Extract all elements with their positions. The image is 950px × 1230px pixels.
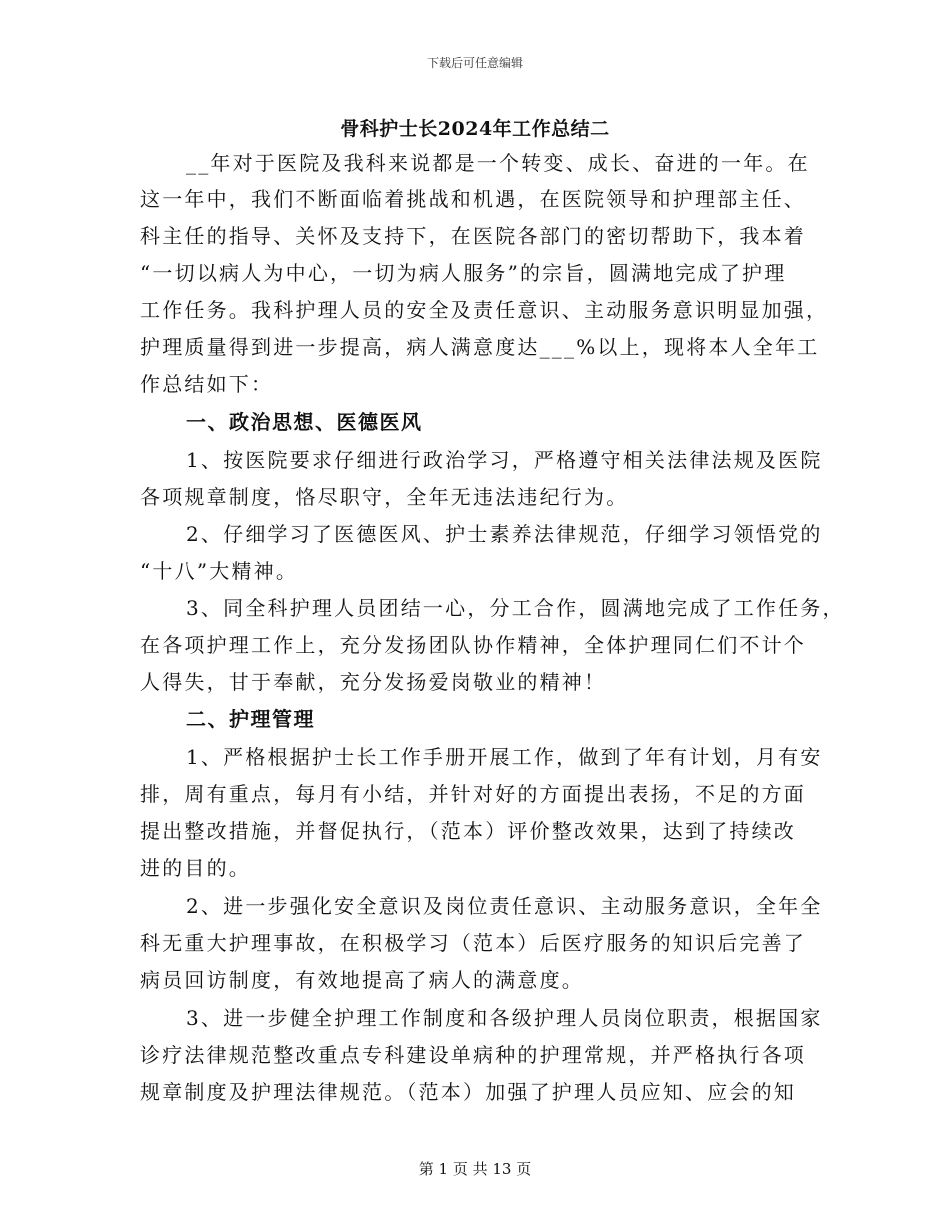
section-heading: 二、护理管理 [186, 707, 315, 731]
paragraph-line: “一切以病人为中心，一切为病人服务”的宗旨，圆满地完成了护理 [140, 261, 787, 285]
document-title: 骨科护士长2024年工作总结二 [340, 118, 610, 140]
paragraph-line: 进的目的。 [140, 856, 251, 880]
paragraph-line: 2、进一步强化安全意识及岗位责任意识、主动服务意识，全年全 [186, 894, 823, 918]
paragraph-line: 3、同全科护理人员团结一心，分工合作，圆满地完成了工作任务， [186, 596, 845, 620]
paragraph-line: 病员回访制度，有效地提高了病人的满意度。 [140, 968, 584, 992]
paragraph-line: 1、按医院要求仔细进行政治学习，严格遵守相关法律法规及医院 [186, 448, 823, 472]
paragraph-line: 这一年中，我们不断面临着挑战和机遇，在医院领导和护理部主任、 [140, 187, 806, 211]
paragraph-line: 排，周有重点，每月有小结，并针对好的方面提出表扬，不足的方面 [140, 782, 806, 806]
paragraph-line: 提出整改措施，并督促执行，（范本）评价整改效果，达到了持续改 [140, 819, 796, 843]
paragraph-line: 科主任的指导、关怀及支持下，在医院各部门的密切帮助下，我本着 [140, 224, 806, 248]
paragraph-line: 护理质量得到进一步提高，病人满意度达___%以上，现将本人全年工 [140, 335, 820, 359]
paragraph-line: 在各项护理工作上，充分发扬团队协作精神，全体护理同仁们不计个 [140, 633, 806, 657]
page-number: 第 1 页 共 13 页 [418, 1160, 532, 1178]
paragraph-line: __年对于医院及我科来说都是一个转变、成长、奋进的一年。在 [186, 151, 810, 175]
paragraph-line: 规章制度及护理法律规范。（范本）加强了护理人员应知、应会的知 [140, 1080, 796, 1104]
paragraph-line: 3、进一步健全护理工作制度和各级护理人员岗位职责，根据国家 [186, 1006, 823, 1030]
paragraph-line: 诊疗法律规范整改重点专科建设单病种的护理常规，并严格执行各项 [140, 1043, 806, 1067]
paragraph-line: “十八”大精神。 [140, 559, 299, 583]
paragraph-line: 人得失，甘于奉献，充分发扬爱岗敬业的精神！ [140, 670, 607, 694]
paragraph-line: 作总结如下： [140, 372, 274, 396]
paragraph-line: 各项规章制度，恪尽职守，全年无违法违纪行为。 [140, 485, 629, 509]
paragraph-line: 科无重大护理事故，在积极学习（范本）后医疗服务的知识后完善了 [140, 931, 806, 955]
header-note: 下载后可任意编辑 [426, 56, 523, 70]
section-heading: 一、政治思想、医德医风 [186, 410, 423, 434]
paragraph-line: 工作任务。我科护理人员的安全及责任意识、主动服务意识明显加强， [140, 298, 829, 322]
paragraph-line: 2、仔细学习了医德医风、护士素养法律规范，仔细学习领悟党的 [186, 522, 823, 546]
paragraph-line: 1、严格根据护士长工作手册开展工作，做到了年有计划，月有安 [186, 745, 823, 769]
